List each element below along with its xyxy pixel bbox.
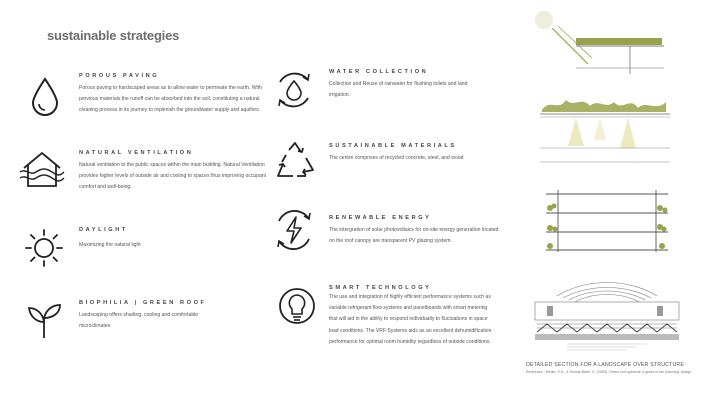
strategy-porous-paving <box>79 73 269 117</box>
strategy-heading: RENEWABLE ENERGY <box>329 215 432 221</box>
strategy-heading: NATURAL VENTILATION <box>79 150 194 156</box>
renewable-energy-icon <box>271 209 317 251</box>
strategy-water-collection <box>329 69 479 101</box>
strategy-body: Porous paving to hardscaped areas as to allow water to permeate the earth. With pervious materials the runoff can be absorbed into the soil, constituting a natural cleaning process in its journey to replenish the groundwater supply and aquifers. <box>79 85 262 114</box>
strategy-renewable-energy <box>329 215 499 247</box>
water-cycle-icon <box>272 70 316 110</box>
strategy-heading: POROUS PAVING <box>79 73 160 79</box>
strategy-heading: DAYLIGHT <box>79 227 128 233</box>
reference-block <box>526 362 706 374</box>
house-ventilation-icon <box>18 148 66 192</box>
strategy-smart-technology <box>329 285 497 348</box>
strategy-body: Collection and Reuse of rainwater for flushing toilets and land irrigation. <box>329 81 468 99</box>
landscape-section-detail <box>527 276 687 365</box>
roof-canopy-diagram <box>530 8 670 83</box>
strategy-body: The intergration of solar photovoltaics for on-site energy generation located on the roof canopy are transparent PV glazing system. <box>329 227 499 245</box>
page-title: sustainable strategies <box>47 28 180 43</box>
strategy-heading: BIOPHILIA | GREEN ROOF <box>79 300 207 306</box>
strategy-heading: SUSTAINABLE MATERIALS <box>329 143 457 149</box>
sprout-icon <box>24 300 64 340</box>
strategy-natural-ventilation <box>79 150 269 194</box>
lightbulb-icon <box>277 286 317 334</box>
sun-icon <box>24 228 64 268</box>
strategy-body: The centre comprises of recycled concrete, steel, and wood <box>329 155 464 161</box>
figure-citation: Reference : Weiler, S.K., & Scholz-Barth, K. (2009). Green roof systems: a guide to the planning, design <box>526 370 692 374</box>
strategy-sustainable-materials <box>329 143 469 164</box>
strategy-heading: WATER COLLECTION <box>329 69 429 75</box>
strategy-body: Natural ventilation to the public spaces within the main building. Natural Ventilation provides higher levels of outside air and cooling to spaces thus improving occupant comfort and well-being. <box>79 162 267 191</box>
water-drop-icon <box>28 76 62 118</box>
figure-caption: DETAILED SECTION FOR A LANDSCAPE OVER STRUCTURE <box>526 362 685 368</box>
strategy-body: Maximizing the natural light <box>79 242 141 248</box>
strategy-biophilia <box>79 300 229 332</box>
strategy-body: The use and integration of highly efficient performance systems such as variable refrigerant flow systems and panelboards with smart metering that will aid in the ability to respond individually to fluctuations in space load conditions. The VRF Systems aids as an excellent dehumidification performance for optimal room humidity regardless of outside conditions. <box>329 294 492 345</box>
strategy-daylight <box>79 227 269 251</box>
strategy-body: Landscaping offers shading, cooling and comfortable microclimates <box>79 312 199 330</box>
daylight-section-diagram <box>540 88 670 171</box>
recycle-icon <box>273 140 317 182</box>
green-facade-diagram <box>542 186 672 261</box>
strategy-heading: SMART TECHNOLOGY <box>329 285 432 291</box>
